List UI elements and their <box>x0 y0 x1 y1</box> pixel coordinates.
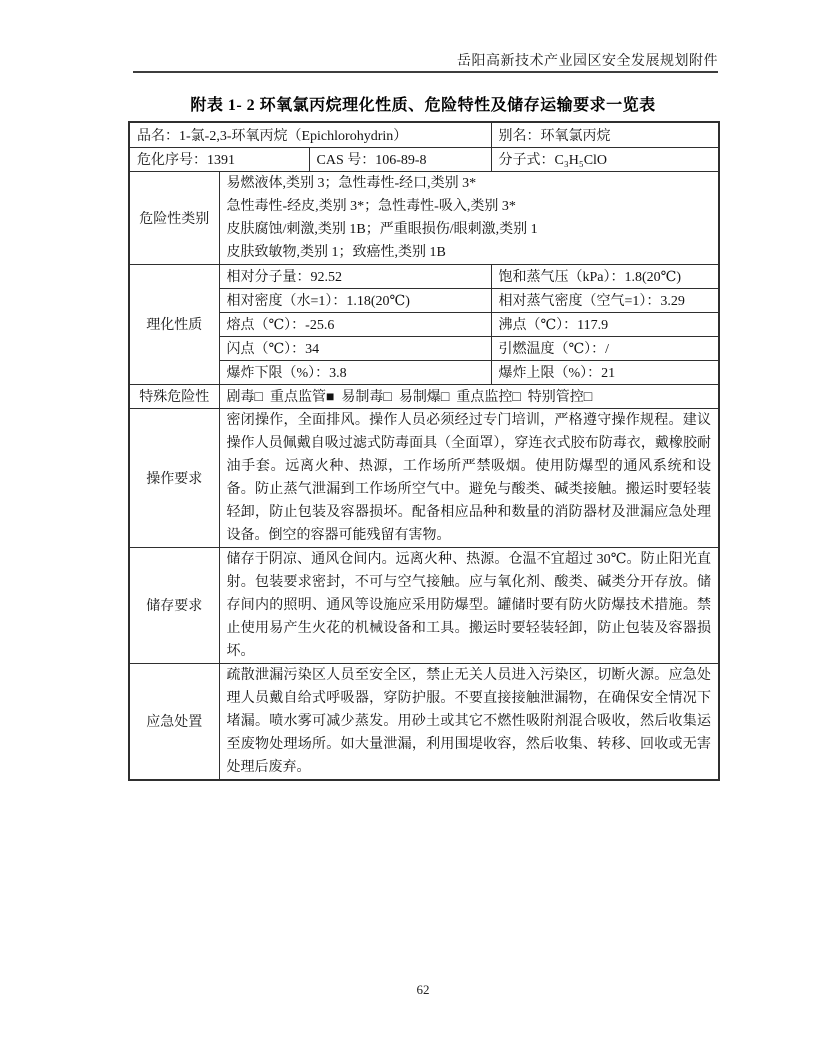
hazard-class-line: 易燃液体,类别 3；急性毒性-经口,类别 3* <box>226 175 477 191</box>
table-row <box>129 408 719 547</box>
table-row <box>129 663 719 780</box>
label-physchem-properties: 理化性质 <box>129 264 219 384</box>
cell-vapor-density: 相对蒸气密度（空气=1）：3.29 <box>491 288 719 312</box>
label-hazard-class: 危险性类别 <box>129 171 219 264</box>
table-row <box>129 384 719 408</box>
cell-ignition-temperature: 引燃温度（℃）：/ <box>491 336 719 360</box>
cell-molecular-formula: 分子式：C₃H₅ClO <box>491 147 719 171</box>
hazard-class-line: 急性毒性-经皮,类别 3*；急性毒性-吸入,类别 3* <box>226 198 516 214</box>
chemical-properties-table <box>128 121 720 781</box>
table-row <box>129 547 719 663</box>
cell-explosion-lower-limit: 爆炸下限（%）：3.8 <box>219 360 491 384</box>
cell-special-hazard-checkboxes: 剧毒□ 重点监管■ 易制毒□ 易制爆□ 重点监控□ 特别管控□ <box>219 384 719 408</box>
cell-molecular-weight: 相对分子量：92.52 <box>219 264 491 288</box>
cell-alias: 别名：环氧氯丙烷 <box>491 122 719 147</box>
hazard-class-line: 皮肤致敏物,类别 1；致癌性,类别 1B <box>226 244 446 260</box>
table-row <box>129 147 719 171</box>
page-header-text: 岳阳高新技术产业园区安全发展规划附件 <box>457 54 718 69</box>
cell-storage-requirements: 储存于阴凉、通风仓间内。远离火种、热源。仓温不宜超过 30℃。防止阳光直射。包装要求密封，不可与空气接触。应与氧化剂、酸类、碱类分开存放。储存间内的照明、通风等设施应采用防爆型。罐储时要有防火防爆技术措施。禁止使用易产生火花的机械设备和工具。搬运时要轻装轻卸，防止包装及容器损坏。 <box>219 547 719 663</box>
cell-operation-requirements: 密闭操作，全面排风。操作人员必须经过专门培训，严格遵守操作规程。建议操作人员佩戴自吸过滤式防毒面具（全面罩），穿连衣式胶布防毒衣，戴橡胶耐油手套。远离火种、热源，工作场所严禁吸烟。使用防爆型的通风系统和设备。防止蒸气泄漏到工作场所空气中。避免与酸类、碱类接触。搬运时要轻装轻卸，防止包装及容器损坏。配备相应品种和数量的消防器材及泄漏应急处理设备。倒空的容器可能残留有害物。 <box>219 408 719 547</box>
table-title: 附表 1- 2 环氧氯丙烷理化性质、危险特性及储存运输要求一览表 <box>190 97 656 114</box>
table-row <box>129 122 719 147</box>
cell-hazard-class <box>219 171 719 264</box>
hazard-class-line: 皮肤腐蚀/刺激,类别 1B；严重眼损伤/眼刺激,类别 1 <box>226 221 538 237</box>
cell-cas-number: CAS 号：106-89-8 <box>309 147 491 171</box>
cell-product-name: 品名：1-氯-2,3-环氧丙烷（Epichlorohydrin） <box>129 122 491 147</box>
cell-flash-point: 闪点（℃）：34 <box>219 336 491 360</box>
header-divider <box>133 71 718 73</box>
cell-relative-density: 相对密度（水=1）：1.18(20℃) <box>219 288 491 312</box>
table-row <box>129 264 719 288</box>
cell-emergency-response: 疏散泄漏污染区人员至安全区，禁止无关人员进入污染区，切断火源。应急处理人员戴自给式呼吸器，穿防护服。不要直接接触泄漏物，在确保安全情况下堵漏。喷水雾可减少蒸发。用砂土或其它不燃性吸附剂混合吸收，然后收集运至废物处理场所。如大量泄漏，利用围堤收容，然后收集、转移、回收或无害处理后废弃。 <box>219 663 719 780</box>
label-special-hazard: 特殊危险性 <box>129 384 219 408</box>
cell-vapor-pressure: 饱和蒸气压（kPa）：1.8(20℃) <box>491 264 719 288</box>
label-storage-requirements: 储存要求 <box>129 547 219 663</box>
label-emergency-response: 应急处置 <box>129 663 219 780</box>
table-row <box>129 171 719 264</box>
cell-explosion-upper-limit: 爆炸上限（%）：21 <box>491 360 719 384</box>
cell-melting-point: 熔点（℃）：-25.6 <box>219 312 491 336</box>
cell-hazard-number: 危化序号：1391 <box>129 147 309 171</box>
label-operation-requirements: 操作要求 <box>129 408 219 547</box>
page-number: 62 <box>416 982 430 997</box>
cell-boiling-point: 沸点（℃）：117.9 <box>491 312 719 336</box>
